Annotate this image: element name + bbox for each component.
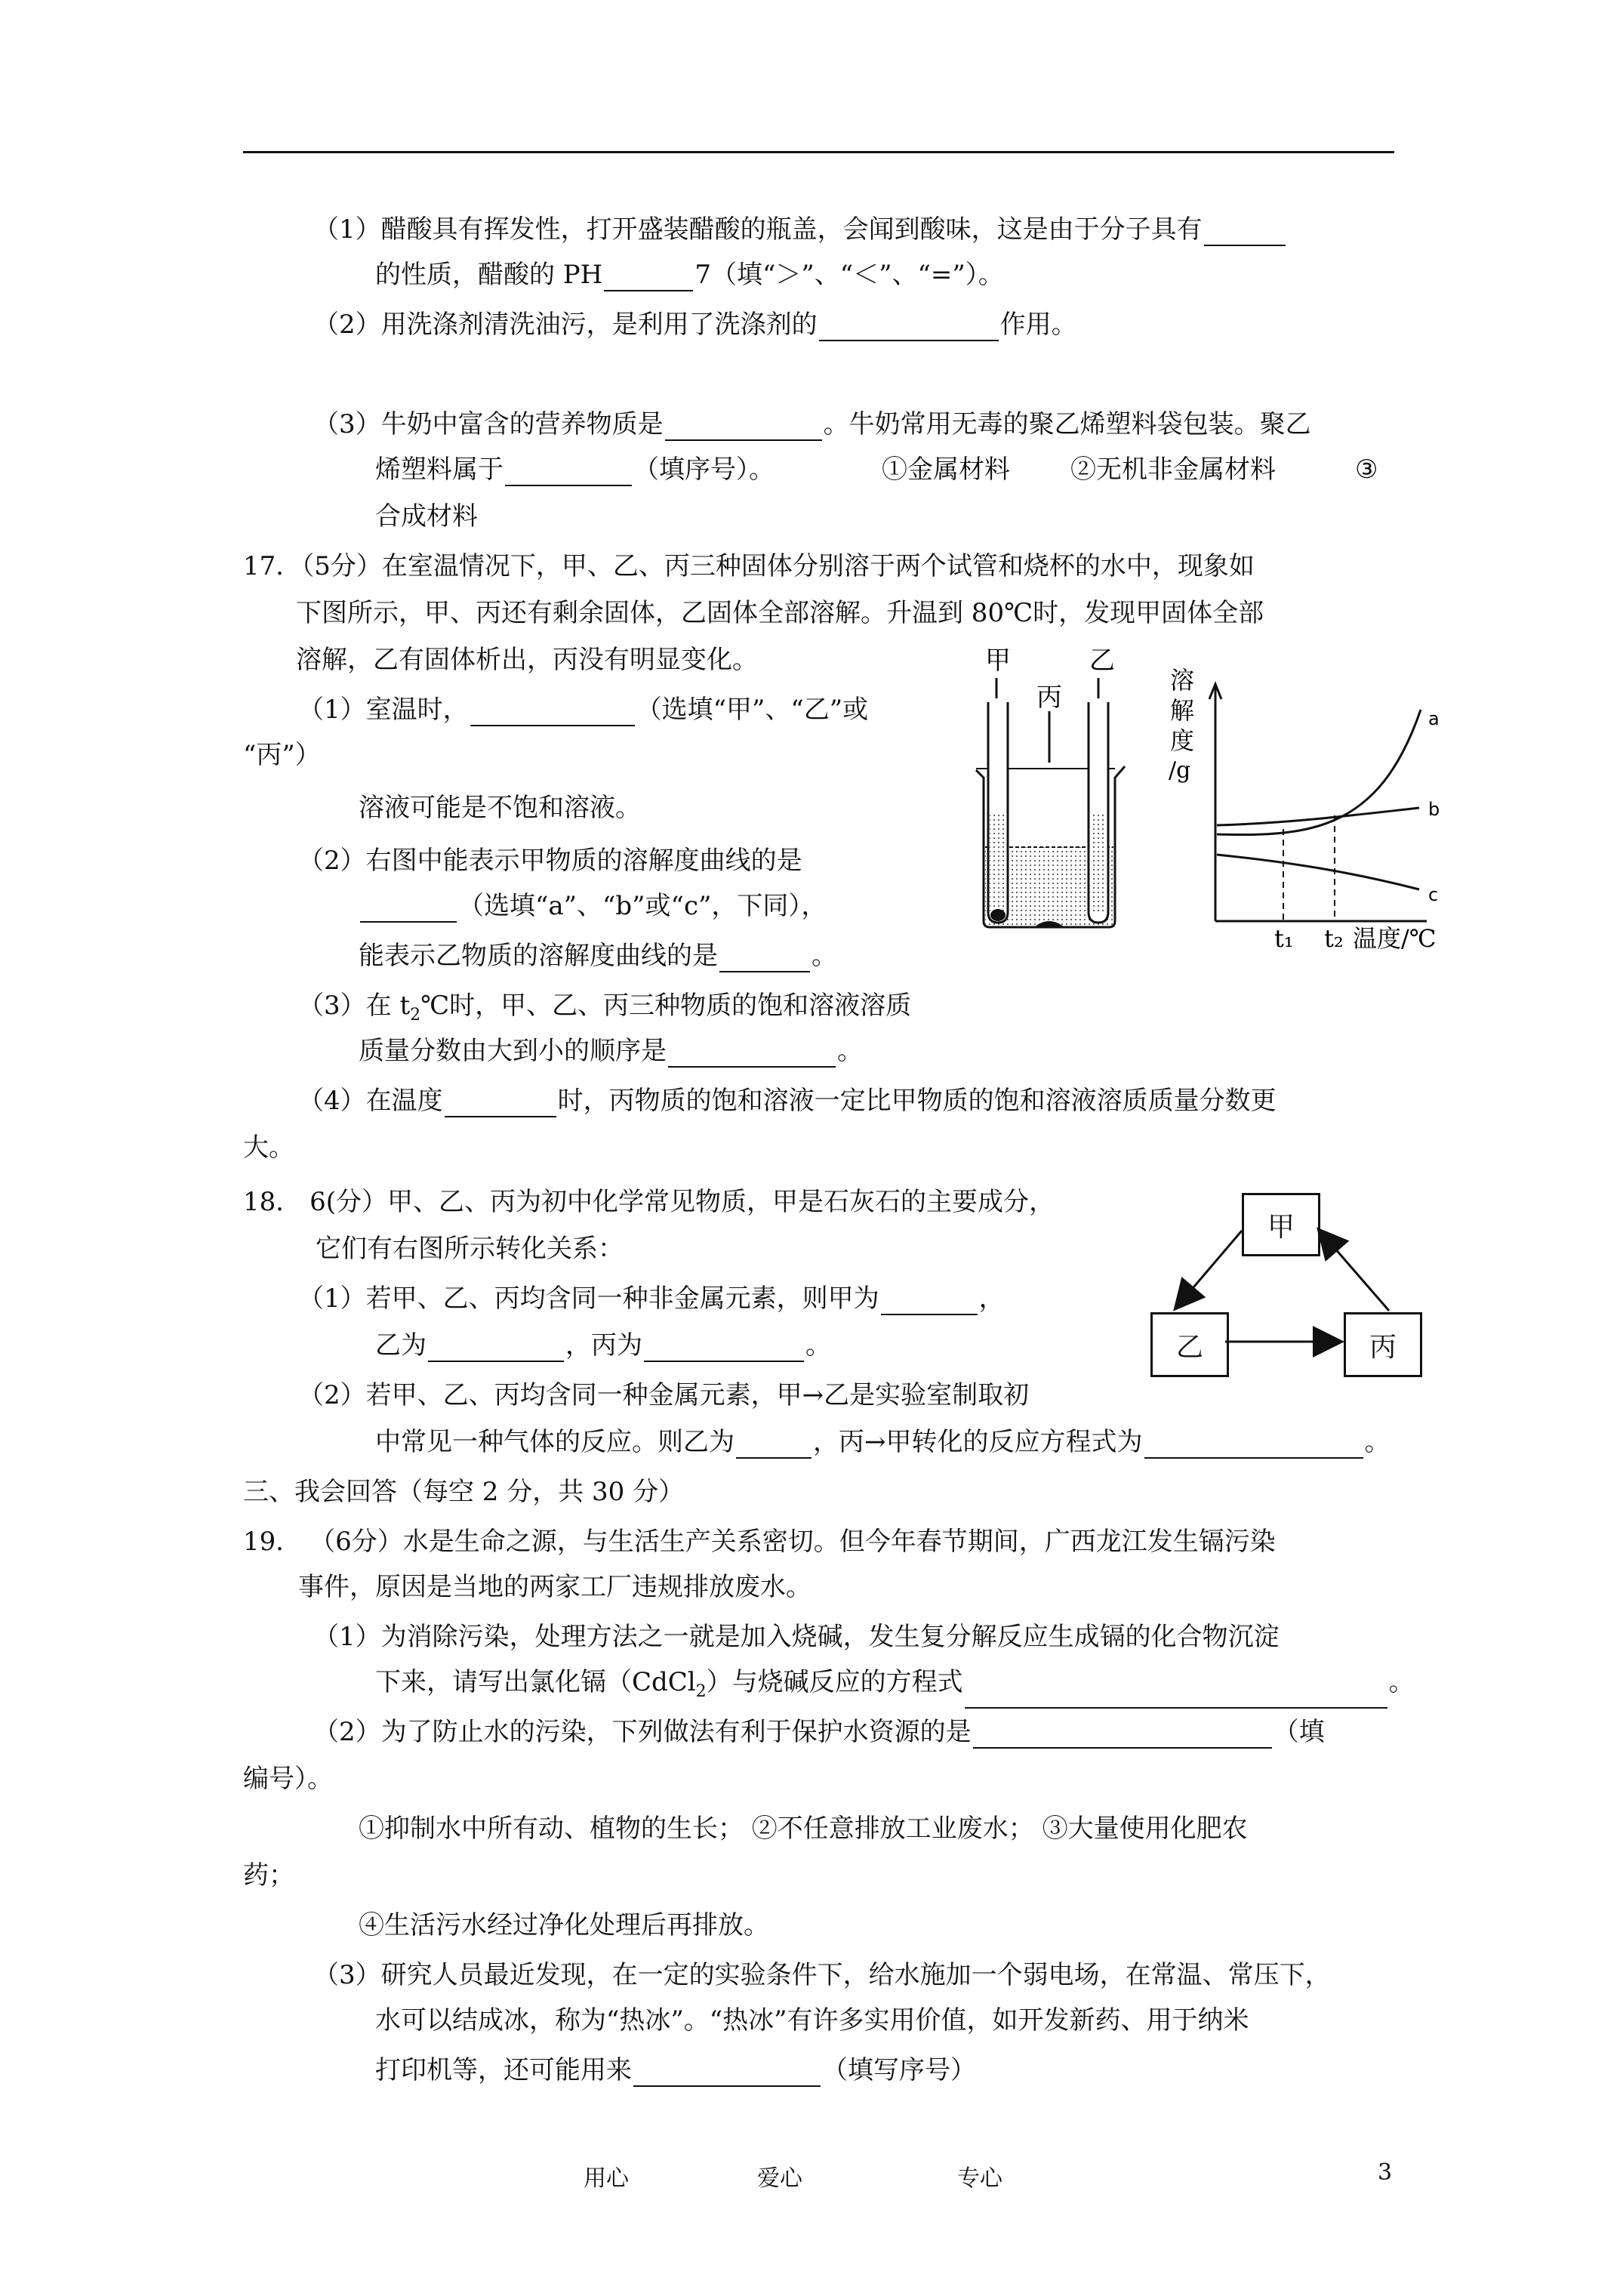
- q16-part3-line2: [375, 453, 775, 486]
- q19-part3-line1: （3）研究人员最近发现，在一定的实验条件下，给水施加一个弱电场，在常温、常压下，: [313, 1960, 1331, 1990]
- conversion-arrows: [1132, 1178, 1449, 1389]
- curve-c: [1217, 855, 1419, 889]
- q19-options-line1: ①抑制水中所有动、植物的生长； ②不任意排放工业废水； ③大量使用化肥农: [359, 1814, 1248, 1844]
- q18-p1-text4: ，丙为: [565, 1330, 642, 1361]
- q16-option-3-marker: ③: [1355, 455, 1378, 485]
- curve-a: [1217, 710, 1421, 835]
- t2-label: t₂: [1324, 924, 1344, 951]
- q16-part1-line1: [313, 213, 1287, 246]
- q16-part3-line1: [313, 408, 1311, 441]
- q17-stem-line1: 17．（5分）在室温情况下，甲、乙、丙三种固体分别溶于两个试管和烧杯的水中，现象如: [243, 551, 1255, 581]
- q19-part3-line3: [375, 2054, 976, 2087]
- answer-blank[interactable]: [819, 316, 999, 341]
- q16-p1-text3: 7（填“＞”、“＜”、“=”）。: [694, 260, 1004, 290]
- answer-blank[interactable]: [1144, 1433, 1363, 1459]
- answer-blank[interactable]: [505, 461, 632, 486]
- curve-b-label: b: [1428, 799, 1440, 820]
- q17-p1-text: （1）室温时，: [298, 695, 469, 725]
- q16-part2: [313, 308, 1077, 341]
- q17-stem-line3: 溶解，乙有固体析出，丙没有明显变化。: [296, 645, 758, 675]
- q17-stem-line2: 下图所示，甲、丙还有剩余固体，乙固体全部溶解。升温到 80℃时，发现甲固体全部: [296, 598, 1264, 628]
- tube-label-jia: 甲: [985, 646, 1011, 676]
- section-3-heading: 三、我会回答（每空 2 分，共 30 分）: [243, 1477, 685, 1507]
- q18-part1-line1: [298, 1282, 1005, 1315]
- q17-part1-line1: [298, 693, 868, 726]
- footer-word-2: 爱心: [757, 2165, 802, 2192]
- curve-b: [1217, 808, 1419, 825]
- q19-p3-text: 打印机等，还可能用来: [375, 2055, 632, 2085]
- q16-p3-text2: 。牛奶常用无毒的聚乙烯塑料袋包装。聚乙: [823, 409, 1311, 439]
- q17-p2-text2: （选填“a”、“b”或“c”，下同），: [458, 891, 827, 921]
- answer-blank[interactable]: [644, 1336, 804, 1362]
- q17-part1-line2: “丙”）: [243, 740, 321, 770]
- q19-p2-text2: （填: [1273, 1717, 1325, 1747]
- answer-blank[interactable]: [428, 1336, 564, 1362]
- t1-label: t₁: [1274, 924, 1294, 951]
- answer-blank[interactable]: [665, 415, 822, 441]
- q16-p1-text2: 的性质，醋酸的 PH: [375, 260, 603, 290]
- subscript: 2: [695, 1681, 707, 1701]
- q19-p2-text: （2）为了防止水的污染，下列做法有利于保护水资源的是: [313, 1717, 972, 1747]
- answer-blank[interactable]: [719, 947, 810, 972]
- answer-blank[interactable]: [881, 1290, 978, 1315]
- curve-a-label: a: [1428, 708, 1440, 729]
- q18-p2-text: 中常见一种气体的反应。则乙为: [375, 1427, 735, 1457]
- header-rule: [243, 151, 1394, 153]
- ylabel-char: 溶: [1170, 666, 1195, 695]
- q19-options-line2: 药；: [243, 1860, 294, 1891]
- q17-part3-line2: [359, 1034, 863, 1068]
- page-number: 3: [1378, 2159, 1393, 2186]
- q17-part2-line2: [359, 889, 827, 923]
- q16-option-3: 合成材料: [375, 501, 478, 532]
- q19-p1-text: 下来，请写出氯化镉（CdCl: [375, 1667, 696, 1697]
- q19-p1-text3: 。: [1388, 1667, 1415, 1697]
- q18-part1-line2: [375, 1329, 831, 1362]
- tube-label-yi: 乙: [1089, 646, 1115, 676]
- q17-part1-line3: 溶液可能是不饱和溶液。: [359, 793, 641, 823]
- q17-p1-text2: （选填“甲”、“乙”或: [636, 695, 869, 725]
- answer-blank[interactable]: [1204, 220, 1286, 246]
- q19-stem-line1: 19． （6分）水是生命之源，与生活生产关系密切。但今年春节期间，广西龙江发生镉污染: [243, 1527, 1276, 1557]
- arrow-bing-to-jia: [1320, 1231, 1389, 1311]
- answer-blank[interactable]: [668, 1042, 836, 1068]
- curve-c-label: c: [1428, 884, 1439, 905]
- answer-blank[interactable]: [445, 1092, 556, 1117]
- footer-word-3: 专心: [957, 2165, 1002, 2192]
- q19-p3-text2: （填写序号）: [822, 2055, 976, 2085]
- q19-part2-line2: 编号）。: [243, 1764, 333, 1794]
- q16-p2-text: （2）用洗涤剂清洗油污，是利用了洗涤剂的: [313, 310, 818, 340]
- q18-stem-line1: 18． 6(分）甲、乙、丙为初中化学常见物质，甲是石灰石的主要成分，: [243, 1187, 1055, 1217]
- q16-p3-text4: （填序号）。: [633, 455, 775, 485]
- q19-stem-line2: 事件，原因是当地的两家工厂违规排放废水。: [298, 1572, 812, 1602]
- q19-part1-line1: （1）为消除污染，处理方法之一就是加入烧碱，发生复分解反应生成镉的化合物沉淀: [313, 1622, 1280, 1652]
- answer-blank[interactable]: [604, 266, 693, 291]
- q19-p1-text2: ）与烧碱反应的方程式: [706, 1667, 963, 1697]
- q17-p3-text4: 。: [837, 1036, 863, 1066]
- q19-part3-line2: 水可以结成冰，称为“热冰”。“热冰”有许多实用价值，如开发新药、用于纳米: [375, 2005, 1249, 2036]
- q17-p3-text3: 质量分数由大到小的顺序是: [359, 1036, 667, 1066]
- q19-part1-line2: [375, 1666, 1415, 1709]
- q16-option-1: ①金属材料: [882, 455, 1010, 485]
- q18-part2-line1: （2）若甲、乙、丙均含同一种金属元素，甲→乙是实验室制取初: [298, 1380, 1030, 1410]
- subscript: 2: [410, 1005, 421, 1025]
- xlabel: 温度/℃: [1353, 924, 1437, 951]
- q17-p2-text4: 。: [812, 941, 837, 971]
- ylabel-char: /g: [1169, 757, 1191, 784]
- q18-stem-line2: 它们有右图所示转化关系：: [316, 1234, 624, 1264]
- q18-p1-text: （1）若甲、乙、丙均含同一种非金属元素，则甲为: [298, 1284, 879, 1314]
- q17-part4-line2: 大。: [243, 1133, 294, 1163]
- q17-p3-text: （3）在 t: [298, 991, 411, 1021]
- q19-options-line3: ④生活污水经过净化处理后再排放。: [359, 1910, 769, 1940]
- box-bing-label: 丙: [1369, 1331, 1397, 1363]
- q16-p3-text3: 烯塑料属于: [375, 455, 504, 485]
- answer-blank[interactable]: [633, 2061, 821, 2087]
- q17-p4-text2: 时，丙物质的饱和溶液一定比甲物质的饱和溶液溶质质量分数更: [557, 1086, 1277, 1116]
- q18-part2-line2: [375, 1425, 1390, 1459]
- q17-part2-line1: （2）右图中能表示甲物质的溶解度曲线的是: [298, 846, 802, 876]
- tube-label-bing: 丙: [1036, 683, 1062, 713]
- answer-blank[interactable]: [360, 897, 457, 923]
- q18-p1-text2: ，: [978, 1284, 1005, 1314]
- q18-p2-text3: 。: [1364, 1427, 1390, 1457]
- ylabel-char: 解: [1170, 696, 1195, 725]
- q18-p1-text3: 乙为: [375, 1330, 427, 1361]
- q18-p2-text2: ，丙→甲转化的反应方程式为: [813, 1427, 1143, 1457]
- q17-part2-line3: [359, 939, 837, 972]
- answer-blank[interactable]: [965, 1683, 1387, 1709]
- ylabel-char: 度: [1170, 726, 1195, 755]
- q16-part1-line2: [375, 258, 1004, 291]
- q17-part4-line1: [298, 1084, 1277, 1117]
- q16-option-2: ②无机非金属材料: [1070, 455, 1276, 485]
- answer-blank[interactable]: [736, 1433, 812, 1459]
- box-jia-label: 甲: [1267, 1211, 1295, 1243]
- q16-p1-text: （1）醋酸具有挥发性，打开盛装醋酸的瓶盖，会闻到酸味，这是由于分子具有: [313, 214, 1203, 245]
- arrow-jia-to-yi: [1176, 1231, 1242, 1308]
- q16-p2-text2: 作用。: [999, 310, 1077, 340]
- q17-p3-text2: ℃时，甲、乙、丙三种物质的饱和溶液溶质: [420, 991, 912, 1021]
- q19-part2-line1: [313, 1715, 1325, 1749]
- q17-part3-line1: [298, 989, 911, 1032]
- solubility-curve-figure: [1155, 664, 1487, 951]
- q18-p1-text5: 。: [805, 1330, 831, 1361]
- answer-blank[interactable]: [470, 701, 635, 726]
- q16-p3-text: （3）牛奶中富含的营养物质是: [313, 409, 664, 439]
- answer-blank[interactable]: [973, 1723, 1272, 1749]
- box-yi-label: 乙: [1175, 1331, 1203, 1363]
- footer-word-1: 用心: [584, 2165, 629, 2192]
- q17-p4-text: （4）在温度: [298, 1086, 443, 1116]
- q17-p2-text3: 能表示乙物质的溶解度曲线的是: [359, 941, 718, 971]
- beaker-figure: [970, 642, 1136, 936]
